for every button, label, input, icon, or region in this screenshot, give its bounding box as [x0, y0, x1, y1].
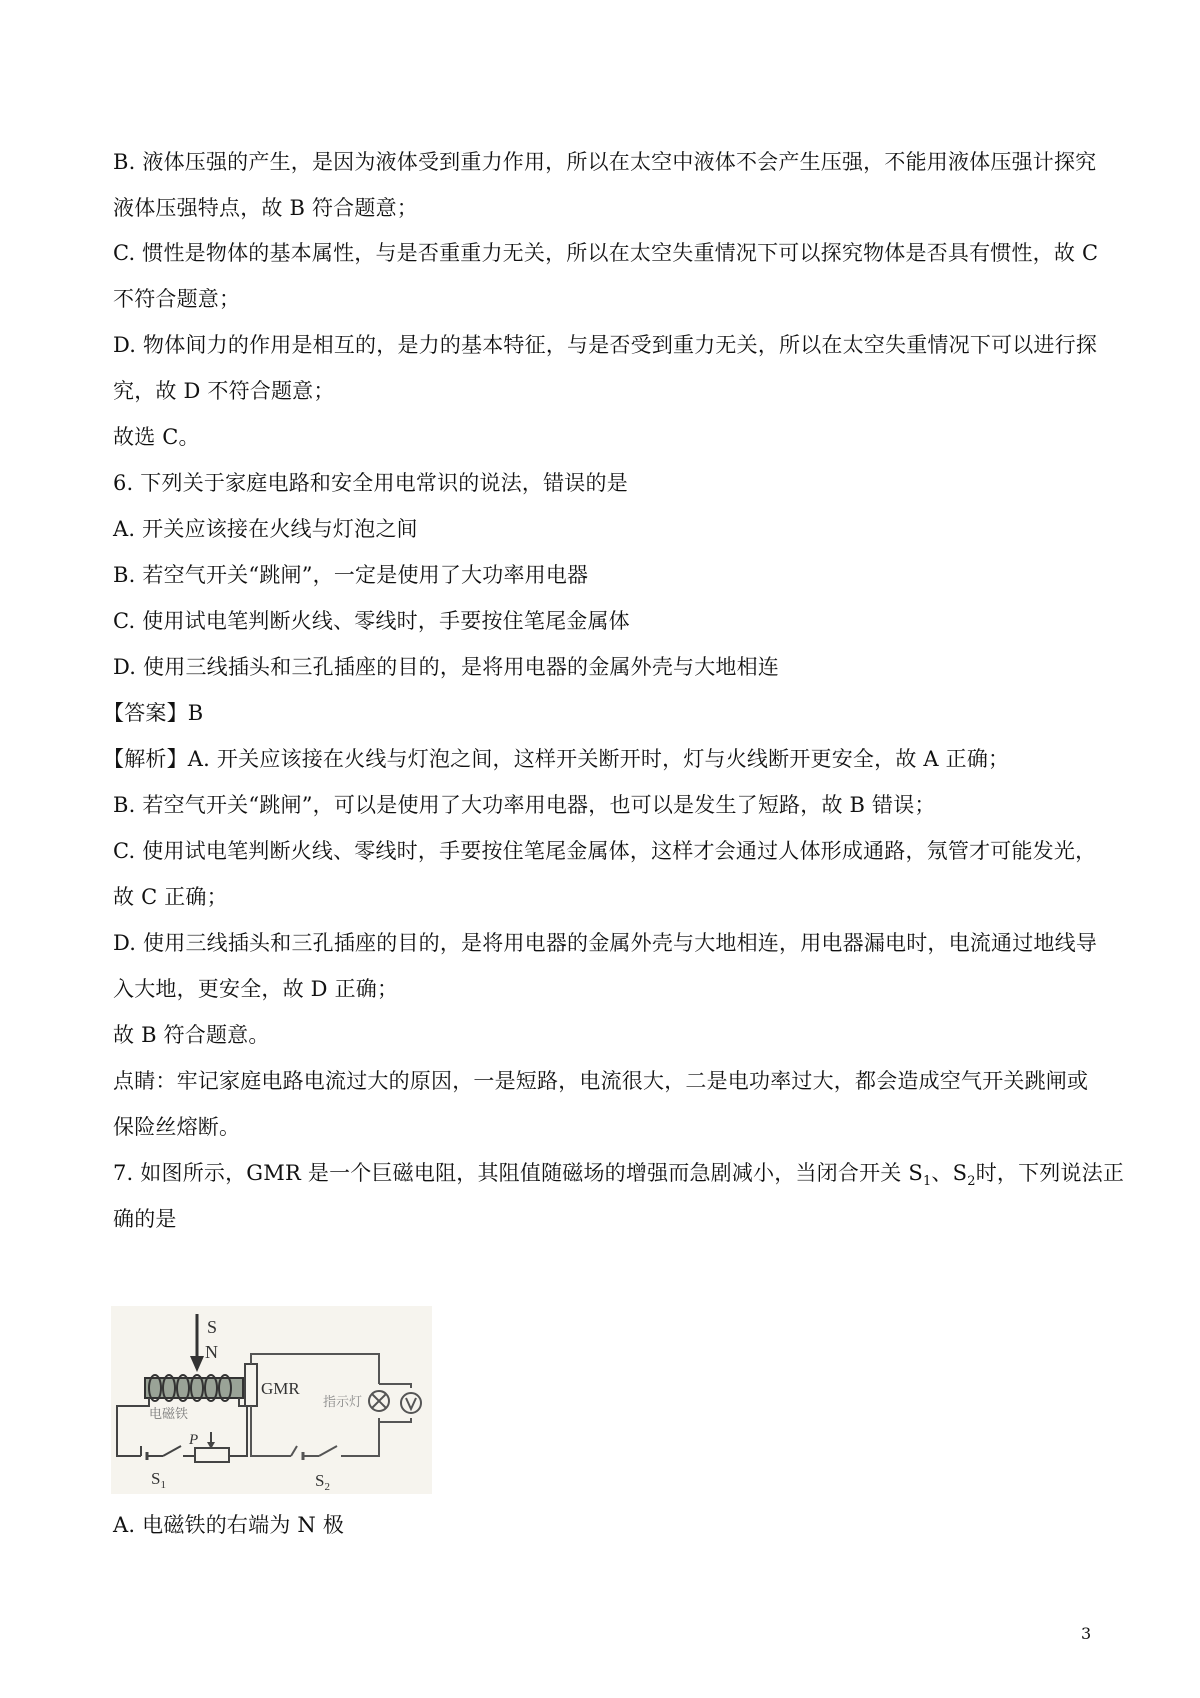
text-line: 液体压强特点，故 B 符合题意； — [113, 196, 418, 220]
analysis-line: 故 C 正确； — [113, 885, 228, 909]
label-s1: $S_1$ — [151, 1469, 166, 1491]
text-line: D. 物体间力的作用是相互的，是力的基本特征，与是否受到重力无关，所以在太空失重情况下可以进行探 — [113, 333, 1098, 357]
label-p: P — [189, 1432, 199, 1448]
label-s2: $S_2$ — [315, 1471, 330, 1493]
circuit-diagram — [111, 1306, 467, 1494]
text-line: 究，故 D 不符合题意； — [113, 379, 335, 403]
label-gmr: GMR — [261, 1379, 300, 1398]
analysis-line: C. 使用试电笔判断火线、零线时，手要按住笔尾金属体，这样才会通过人体形成通路，氖管才可能发光， — [113, 839, 1097, 863]
question-7-stem: 7. 如图所示，GMR 是一个巨磁电阻，其阻值随磁场的增强而急剧减小，当闭合开关 $S_1$、$S_2$时，下列说法正 — [113, 1161, 1125, 1190]
text-line: 不符合题意； — [113, 287, 241, 311]
indicator-lamp-label: 指示灯 — [323, 1395, 363, 1410]
question-7-stem-continued: 确的是 — [113, 1207, 177, 1231]
pole-label-n: N — [205, 1342, 218, 1362]
question-6-option-c: C. 使用试电笔判断火线、零线时，手要按住笔尾金属体 — [113, 609, 630, 633]
figure-background — [111, 1306, 467, 1494]
analysis-line: 故 B 符合题意。 — [113, 1023, 270, 1047]
analysis-line: 入大地，更安全，故 D 正确； — [113, 977, 399, 1001]
analysis-line: B. 若空气开关“跳闸”，可以是使用了大功率用电器，也可以是发生了短路，故 B 错误； — [113, 793, 936, 817]
page-number: 3 — [1081, 1624, 1092, 1643]
tip-line: 点睛：牢记家庭电路电流过大的原因，一是短路，电流很大，二是电功率过大，都会造成空气开关跳闸或 — [113, 1069, 1089, 1093]
answer-label: 【答案】B — [103, 701, 204, 725]
text-line: C. 惯性是物体的基本属性，与是否重重力无关，所以在太空失重情况下可以探究物体是否具有惯性，故 C — [113, 241, 1099, 265]
question-6-option-b: B. 若空气开关“跳闸”，一定是使用了大功率用电器 — [113, 563, 589, 587]
text-line: B. 液体压强的产生，是因为液体受到重力作用，所以在太空中液体不会产生压强，不能用液体压强计探究 — [113, 150, 1097, 174]
tip-line: 保险丝熔断。 — [113, 1115, 241, 1139]
question-6-option-d: D. 使用三线插头和三孔插座的目的，是将用电器的金属外壳与大地相连 — [113, 655, 780, 679]
text-line: 故选 C。 — [113, 425, 200, 449]
question-6-option-a: A. 开关应该接在火线与灯泡之间 — [113, 517, 418, 541]
pole-label-s: S — [207, 1317, 218, 1337]
analysis-line: 【解析】A. 开关应该接在火线与灯泡之间，这样开关断开时，灯与火线断开更安全，故 A 正确； — [103, 747, 1010, 771]
analysis-line: D. 使用三线插头和三孔插座的目的，是将用电器的金属外壳与大地相连，用电器漏电时，电流通过地线导 — [113, 931, 1098, 955]
question-6-stem: 6. 下列关于家庭电路和安全用电常识的说法，错误的是 — [113, 471, 628, 495]
question-7-option-a: A. 电磁铁的右端为 N 极 — [113, 1513, 345, 1537]
electromagnet-label: 电磁铁 — [149, 1407, 189, 1422]
